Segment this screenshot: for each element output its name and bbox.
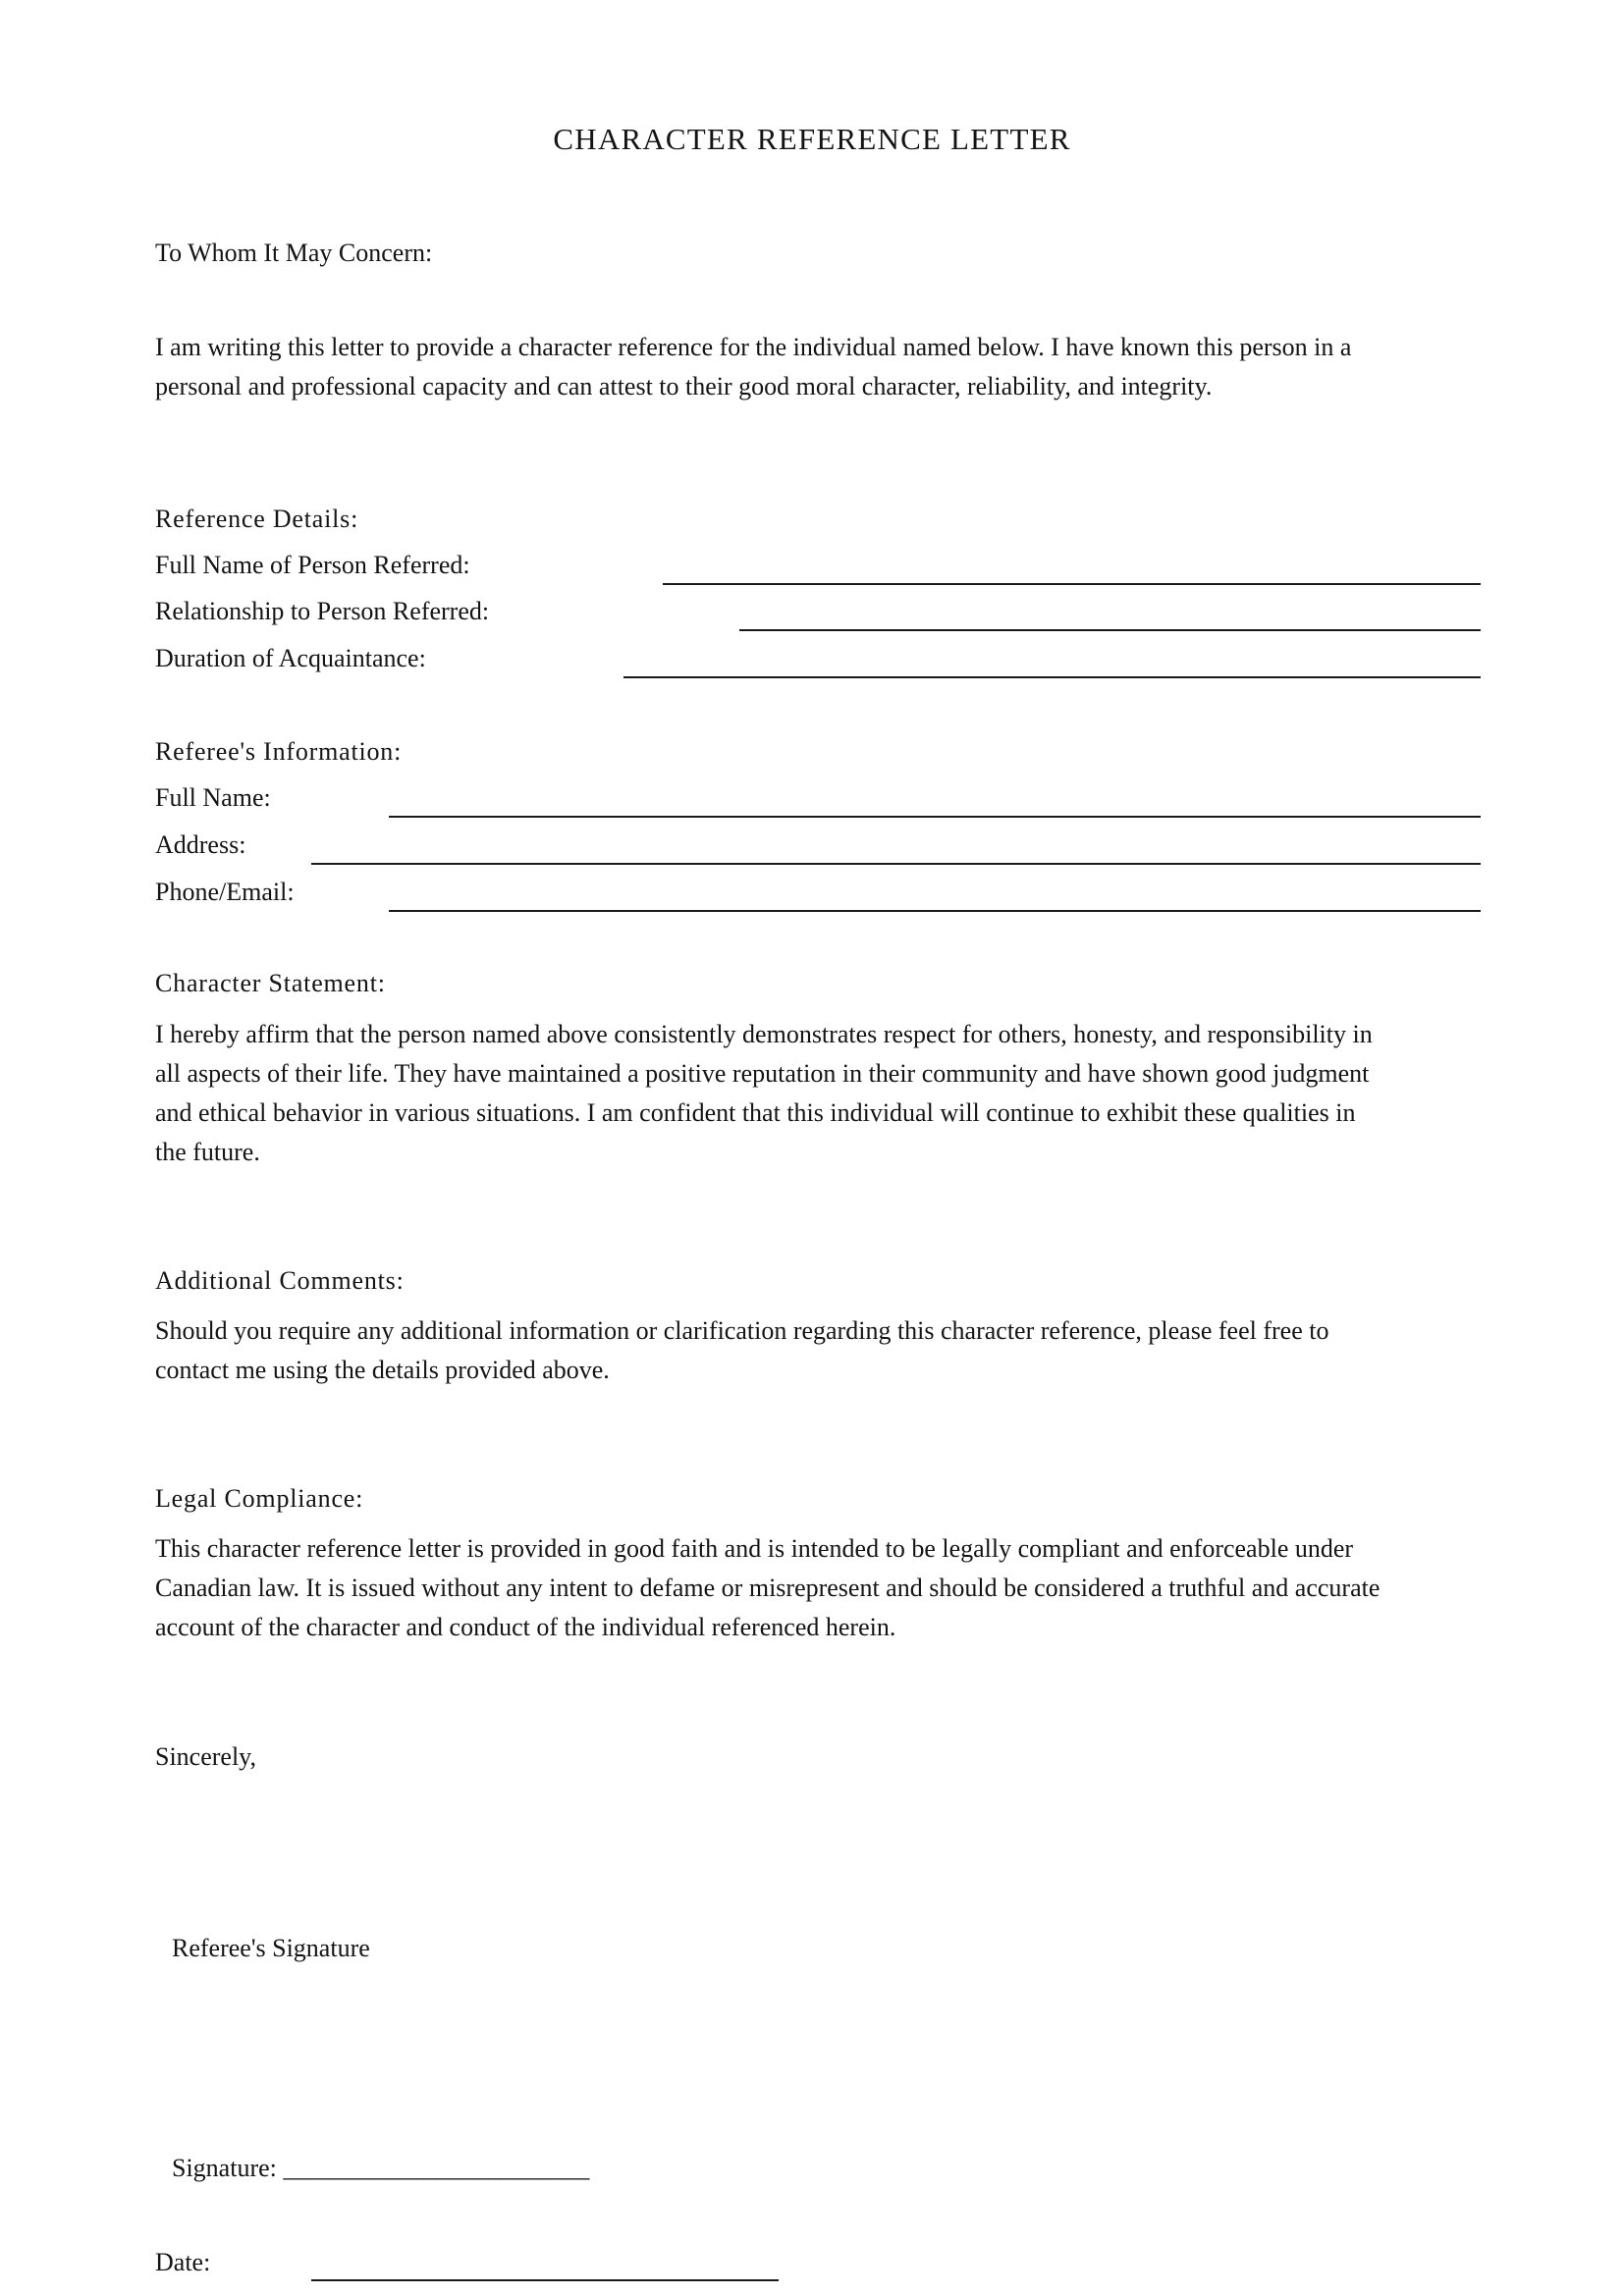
- referee-address-field[interactable]: [311, 863, 1481, 865]
- relationship-field[interactable]: [739, 629, 1481, 631]
- duration-field[interactable]: [623, 676, 1481, 678]
- relationship-label: Relationship to Person Referred:: [155, 597, 490, 625]
- intro-line-1: I am writing this letter to provide a character reference for the individual named below. I have known this person in a: [155, 333, 1352, 361]
- referee-phone-email-field[interactable]: [389, 910, 1481, 912]
- legal-compliance-heading: Legal Compliance:: [155, 1484, 364, 1513]
- legal-compliance-line-1: This character reference letter is provided in good faith and is intended to be legally compliant and enforceable under: [155, 1534, 1354, 1563]
- character-statement-line-1: I hereby affirm that the person named above consistently demonstrates respect for others, honesty, and responsibility in: [155, 1020, 1373, 1048]
- character-statement-line-2: all aspects of their life. They have maintained a positive reputation in their community and have shown good judgment: [155, 1059, 1370, 1088]
- referee-full-name-label: Full Name:: [155, 783, 271, 812]
- signature-line[interactable]: Signature: ________________________: [172, 2154, 590, 2182]
- referee-address-label: Address:: [155, 830, 246, 859]
- reference-details-heading: Reference Details:: [155, 505, 359, 533]
- closing: Sincerely,: [155, 1742, 256, 1771]
- document-title: CHARACTER REFERENCE LETTER: [553, 122, 1071, 156]
- referee-phone-email-label: Phone/Email:: [155, 878, 295, 906]
- referee-full-name-field[interactable]: [389, 816, 1481, 818]
- date-field[interactable]: [311, 2279, 779, 2281]
- salutation: To Whom It May Concern:: [155, 239, 433, 267]
- full-name-referred-field[interactable]: [663, 583, 1481, 585]
- intro-line-2: personal and professional capacity and can attest to their good moral character, reliability, and integrity.: [155, 372, 1213, 400]
- legal-compliance-line-2: Canadian law. It is issued without any intent to defame or misrepresent and should be considered a truthful and accurate: [155, 1574, 1380, 1602]
- additional-comments-heading: Additional Comments:: [155, 1266, 405, 1295]
- referee-signature-label: Referee's Signature: [172, 1934, 370, 1962]
- additional-comments-line-2: contact me using the details provided above.: [155, 1356, 610, 1384]
- full-name-referred-label: Full Name of Person Referred:: [155, 551, 470, 579]
- referee-info-heading: Referee's Information:: [155, 737, 403, 766]
- legal-compliance-line-3: account of the character and conduct of the individual referenced herein.: [155, 1613, 896, 1641]
- additional-comments-line-1: Should you require any additional information or clarification regarding this character reference, please feel free to: [155, 1316, 1329, 1345]
- character-statement-line-3: and ethical behavior in various situations. I am confident that this individual will continue to exhibit these qualities in: [155, 1098, 1356, 1127]
- character-statement-line-4: the future.: [155, 1138, 260, 1166]
- date-label: Date:: [155, 2248, 211, 2276]
- character-statement-heading: Character Statement:: [155, 969, 386, 997]
- duration-label: Duration of Acquaintance:: [155, 644, 426, 672]
